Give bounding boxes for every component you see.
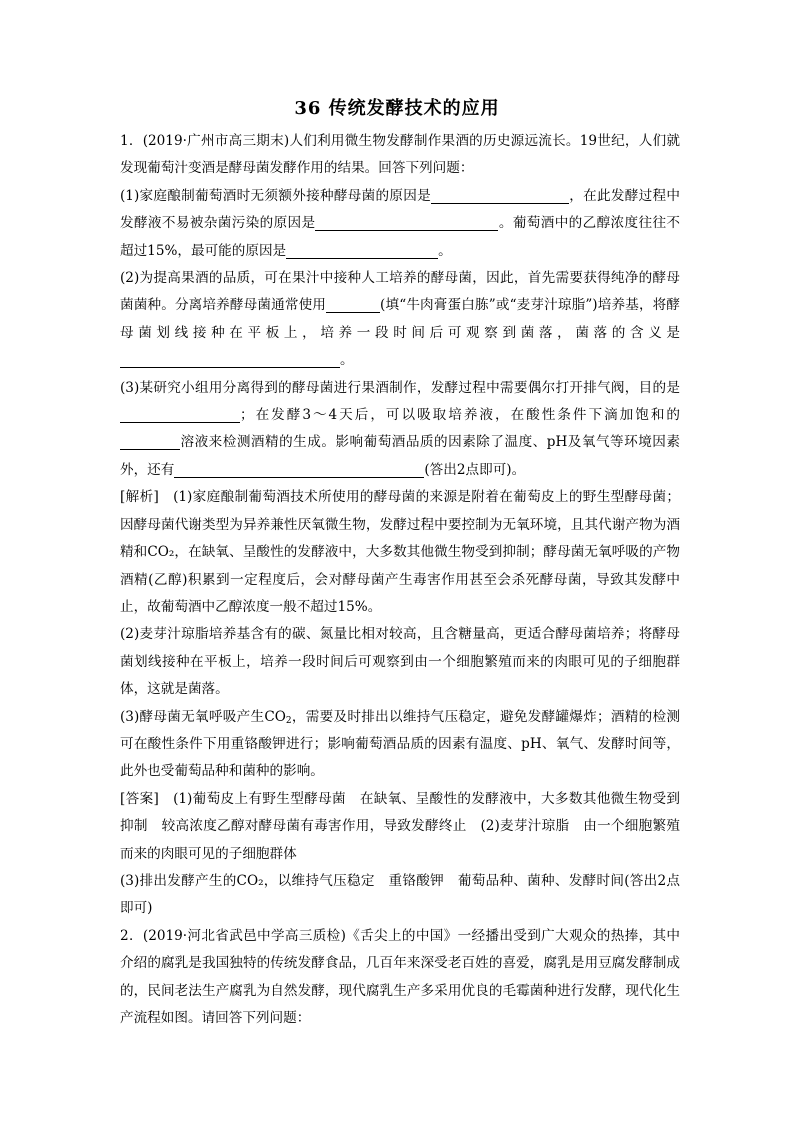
page-title: 36 传统发酵技术的应用 [294,98,500,119]
q1-part2-text-c: 。 [340,352,354,369]
subscript-2: 2 [285,715,292,726]
analysis-part-1: [解析] (1)家庭酿制葡萄酒技术所使用的酵母菌的来源是附着在葡萄皮上的野生型酵母菌；因酵母菌代谢类型为异养兼性厌氧微生物，发酵过程中要控制为无氧环境，且其代谢产物为酒精和CO₂，在缺氧、呈酸性的发酵液中，大多数其他微生物受到抑制；酵母菌无氧呼吸的产物酒精(乙醇)积累到一定程度后，会对酵母菌产生毒害作用甚至会杀死酵母菌，导致其发酵中止，故葡萄酒中乙醇浓度一般不超过15%。 [120,489,680,615]
answer-blank[interactable] [120,433,180,450]
answer-blank[interactable] [174,461,424,478]
question-1-part-1 [120,183,680,265]
q1-part1-text-b: ，在此发酵过程中发酵液不易被杂菌污染的原因是 [120,187,680,232]
q1-part1-text-d: 。 [438,242,452,259]
answer-blank[interactable] [286,242,438,259]
question-1-part-2 [120,265,680,375]
answer-blank[interactable] [120,406,240,423]
q1-part2-text-b: (填“牛肉膏蛋白胨”或“麦芽汁琼脂”)培养基，将酵母菌划线接种在平板上，培养一段时间后可观察到菌落，菌落的含义是 [120,297,681,341]
answer-blank[interactable] [326,296,380,313]
answer-blank[interactable] [120,351,340,368]
q1-part3-text-c: 溶液来检测酒精的生成。影响葡萄酒品质的因素除了温度、pH及氧气等环境因素外，还有 [120,434,680,478]
analysis-part-2: (2)麦芽汁琼脂培养基含有的碳、氮量比相对较高，且含糖量高，更适合酵母菌培养；将酵母菌划线接种在平板上，培养一段时间后可观察到由一个细胞繁殖而来的肉眼可见的子细胞群体，这就是菌落。 [120,626,680,698]
question-1-intro: 1．(2019·广州市高三期末)人们利用微生物发酵制作果酒的历史源远流长。19世纪，人们就发现葡萄汁变酒是酵母菌发酵作用的结果。回答下列问题： [120,133,680,177]
q1-part3-text-d: (答出2点即可)。 [424,461,526,478]
question-1-part-3 [120,375,680,485]
answer-part-1: [答案] (1)葡萄皮上有野生型酵母菌 在缺氧、呈酸性的发酵液中，大多数其他微生物受到抑制 较高浓度乙醇对酵母菌有毒害作用，导致发酵终止 (2)麦芽汁琼脂 由一个细胞繁殖而来的肉眼可见的子细胞群体 [120,790,680,862]
question-2-intro: 2．(2019·河北省武邑中学高三质检)《舌尖上的中国》一经播出受到广大观众的热捧，其中介绍的腐乳是我国独特的传统发酵食品，几百年来深受老百姓的喜爱，腐乳是用豆腐发酵制成的，民间老法生产腐乳为自然发酵，现代腐乳生产多采用优良的毛霉菌种进行发酵，现代化生产流程如图。请回答下列问题： [120,927,680,1026]
q1-part1-text-a: (1)家庭酿制葡萄酒时无须额外接种酵母菌的原因是 [120,187,431,204]
q1-part3-text-a: (3)某研究小组用分离得到的酵母菌进行果酒制作，发酵过程中需要偶尔打开排气阀，目的是 [120,379,680,396]
answer-part-2: (3)排出发酵产生的CO₂，以维持气压稳定 重铬酸钾 葡萄品种、菌种、发酵时间(答出2点即可) [120,872,680,917]
q1-part2-text-a: (2)为提高果酒的品质，可在果汁中接种人工培养的酵母菌，因此，首先需要获得纯净的酵母菌菌种。分离培养酵母菌通常使用 [120,270,680,314]
q1-part3-text-b: ；在发酵3～4天后，可以吸取培养液，在酸性条件下滴加饱和的 [240,407,680,424]
analysis-part-3 [120,704,680,786]
q1-part1-text-c: 。葡萄酒中的乙醇浓度往往不超过15%，最可能的原因是 [120,215,681,259]
document-body [120,128,680,1032]
answer-blank[interactable] [315,214,498,231]
answer-blank[interactable] [431,187,569,204]
analysis-part-3-text-a: (3)酵母菌无氧呼吸产生CO [120,708,286,725]
analysis-part-3-text-b: ，需要及时排出以维持气压稳定，避免发酵罐爆炸；酒精的检测可在酸性条件下用重铬酸钾进行；影响葡萄酒品质的因素有温度、pH、氧气、发酵时间等，此外也受葡萄品种和菌种的影响。 [120,708,680,780]
